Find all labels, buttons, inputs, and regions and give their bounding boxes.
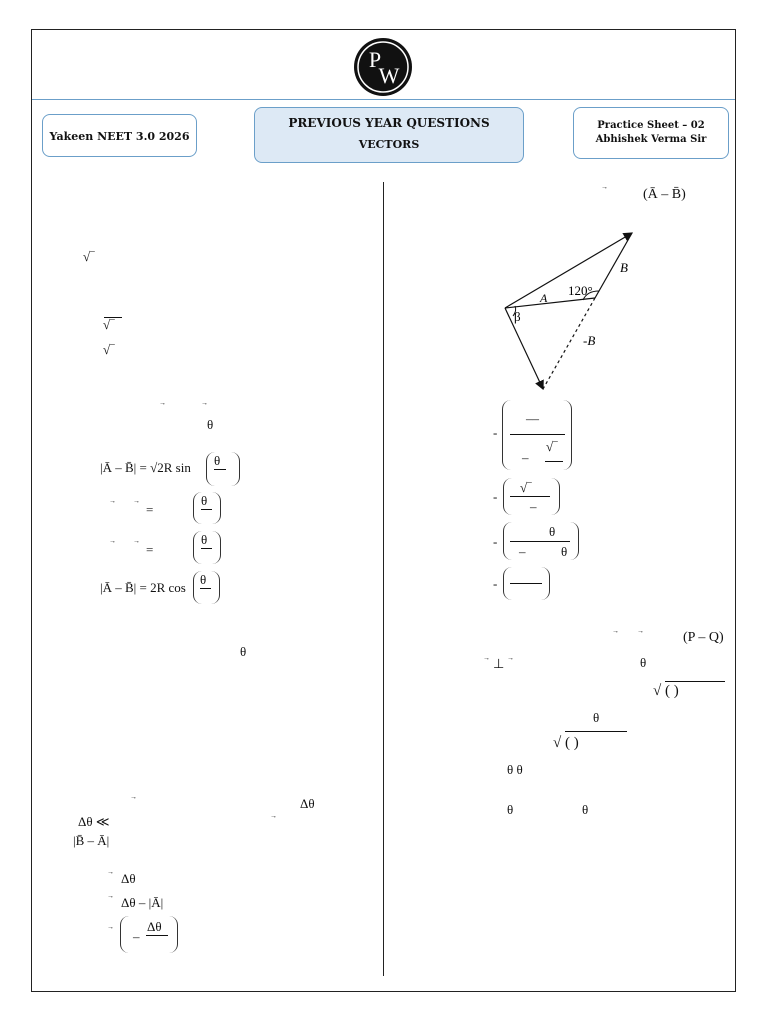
vector-arrow-icon: → xyxy=(483,654,490,662)
equals-sign: = xyxy=(146,542,154,557)
label-beta: β xyxy=(514,309,521,324)
vector-arrow-icon: → xyxy=(130,793,137,801)
option-d-dash: - xyxy=(493,576,498,591)
practice-sheet-label: Practice Sheet – 02 xyxy=(597,120,705,131)
answer-2: Δθ – |Ā| xyxy=(121,895,164,910)
theta-symbol: θ xyxy=(582,802,589,817)
equals-sign: = xyxy=(146,502,154,517)
vector-arrow-icon: → xyxy=(107,923,114,931)
vector-diagram xyxy=(495,225,645,395)
fraction-bar xyxy=(510,541,570,542)
radical-bar xyxy=(665,681,725,682)
option-c-numerator: θ xyxy=(549,524,556,539)
a-minus-b-expr: (Ā – B̄) xyxy=(643,187,686,202)
overbar xyxy=(104,317,122,318)
vector-arrow-icon: → xyxy=(133,537,140,545)
batch-box xyxy=(42,114,197,157)
header-divider xyxy=(32,99,735,100)
theta-pair: θ θ xyxy=(507,762,523,777)
vector-arrow-icon: → xyxy=(107,892,114,900)
option-2-fraction: θ xyxy=(201,493,208,508)
vector-arrow-icon: → xyxy=(133,497,140,505)
option-b-denominator: – xyxy=(530,499,537,514)
fraction-bar xyxy=(545,461,563,462)
fraction-bar xyxy=(146,935,168,936)
vector-arrow-icon: → xyxy=(159,399,166,407)
option-c-dash: - xyxy=(493,534,498,549)
delta-theta: Δθ xyxy=(300,796,315,811)
delta-theta-condition: Δθ ≪ xyxy=(78,814,110,829)
sqrt-symbol: √‾ xyxy=(83,249,95,264)
teacher-label: Abhishek Verma Sir xyxy=(595,134,707,145)
vector-arrow-icon: → xyxy=(601,183,608,191)
magnitude-b-minus-a: |B̄ – Ā| xyxy=(73,833,110,848)
column-divider xyxy=(383,182,384,976)
vector-arrow-icon: → xyxy=(637,627,644,635)
svg-text:W: W xyxy=(378,63,400,88)
sqrt-symbol: √‾ xyxy=(103,342,115,357)
option-a-numerator: –‒ xyxy=(526,411,539,426)
vector-arrow-icon: → xyxy=(612,627,619,635)
svg-text:P: P xyxy=(368,47,382,72)
practice-box xyxy=(573,107,729,159)
difference-vector xyxy=(505,308,543,389)
pw-logo xyxy=(353,37,413,97)
option-1-fraction: θ xyxy=(214,453,221,468)
fraction-bar xyxy=(201,548,212,549)
label-b: B xyxy=(620,260,628,275)
sheet-subtitle: VECTORS xyxy=(358,138,420,151)
theta-symbol: θ xyxy=(507,802,514,817)
label-neg-b: -B xyxy=(583,333,596,348)
vector-arrow-icon: → xyxy=(270,812,277,820)
label-angle: 120° xyxy=(568,283,593,298)
fraction-bar xyxy=(200,588,211,589)
vector-arrow-icon: → xyxy=(507,654,514,662)
option-b-dash: - xyxy=(493,489,498,504)
option-a-dash: - xyxy=(493,425,498,440)
vector-arrow-icon: → xyxy=(201,399,208,407)
sqrt-expression-1: √ ( ) xyxy=(653,683,679,699)
option-a-minus: – xyxy=(522,450,529,465)
fraction-bar xyxy=(201,509,212,510)
option-c-minus: – xyxy=(519,544,526,559)
vector-arrow-icon: → xyxy=(109,537,116,545)
answer-3-minus: – xyxy=(133,929,140,944)
title-box xyxy=(254,107,524,163)
fraction-bar xyxy=(510,496,550,497)
theta-symbol: θ xyxy=(593,710,600,725)
option-3-fraction: θ xyxy=(201,532,208,547)
fraction-bar xyxy=(510,583,542,584)
option-c-theta: θ xyxy=(561,544,568,559)
option-1-expr: |Ā – B̄| = √2R sin xyxy=(100,460,191,475)
vector-arrow-icon: → xyxy=(107,868,114,876)
radical-bar xyxy=(565,731,627,732)
option-b-numerator: √‾ xyxy=(520,480,532,495)
fraction-bar xyxy=(510,434,565,435)
theta-symbol: θ xyxy=(240,644,247,659)
answer-1: Δθ xyxy=(121,871,136,886)
vector-arrow-icon: → xyxy=(109,497,116,505)
perpendicular-symbol: ⊥ xyxy=(493,656,505,671)
sqrt-symbol: √‾ xyxy=(546,439,558,454)
answer-3-fraction: Δθ xyxy=(147,919,162,934)
batch-label: Yakeen NEET 3.0 2026 xyxy=(49,130,190,143)
theta-symbol: θ xyxy=(640,655,647,670)
sqrt-symbol: √‾ xyxy=(103,317,115,332)
option-4-expr: |Ā – B̄| = 2R cos xyxy=(100,580,186,595)
label-a: A xyxy=(540,291,548,305)
theta-symbol: θ xyxy=(207,417,214,432)
p-minus-q-expr: (P – Q) xyxy=(683,630,724,645)
sqrt-expression-2: √ ( ) xyxy=(553,735,579,751)
option-4-fraction: θ xyxy=(200,572,207,587)
fraction-bar xyxy=(214,469,226,470)
sheet-title: PREVIOUS YEAR QUESTIONS xyxy=(288,116,490,130)
